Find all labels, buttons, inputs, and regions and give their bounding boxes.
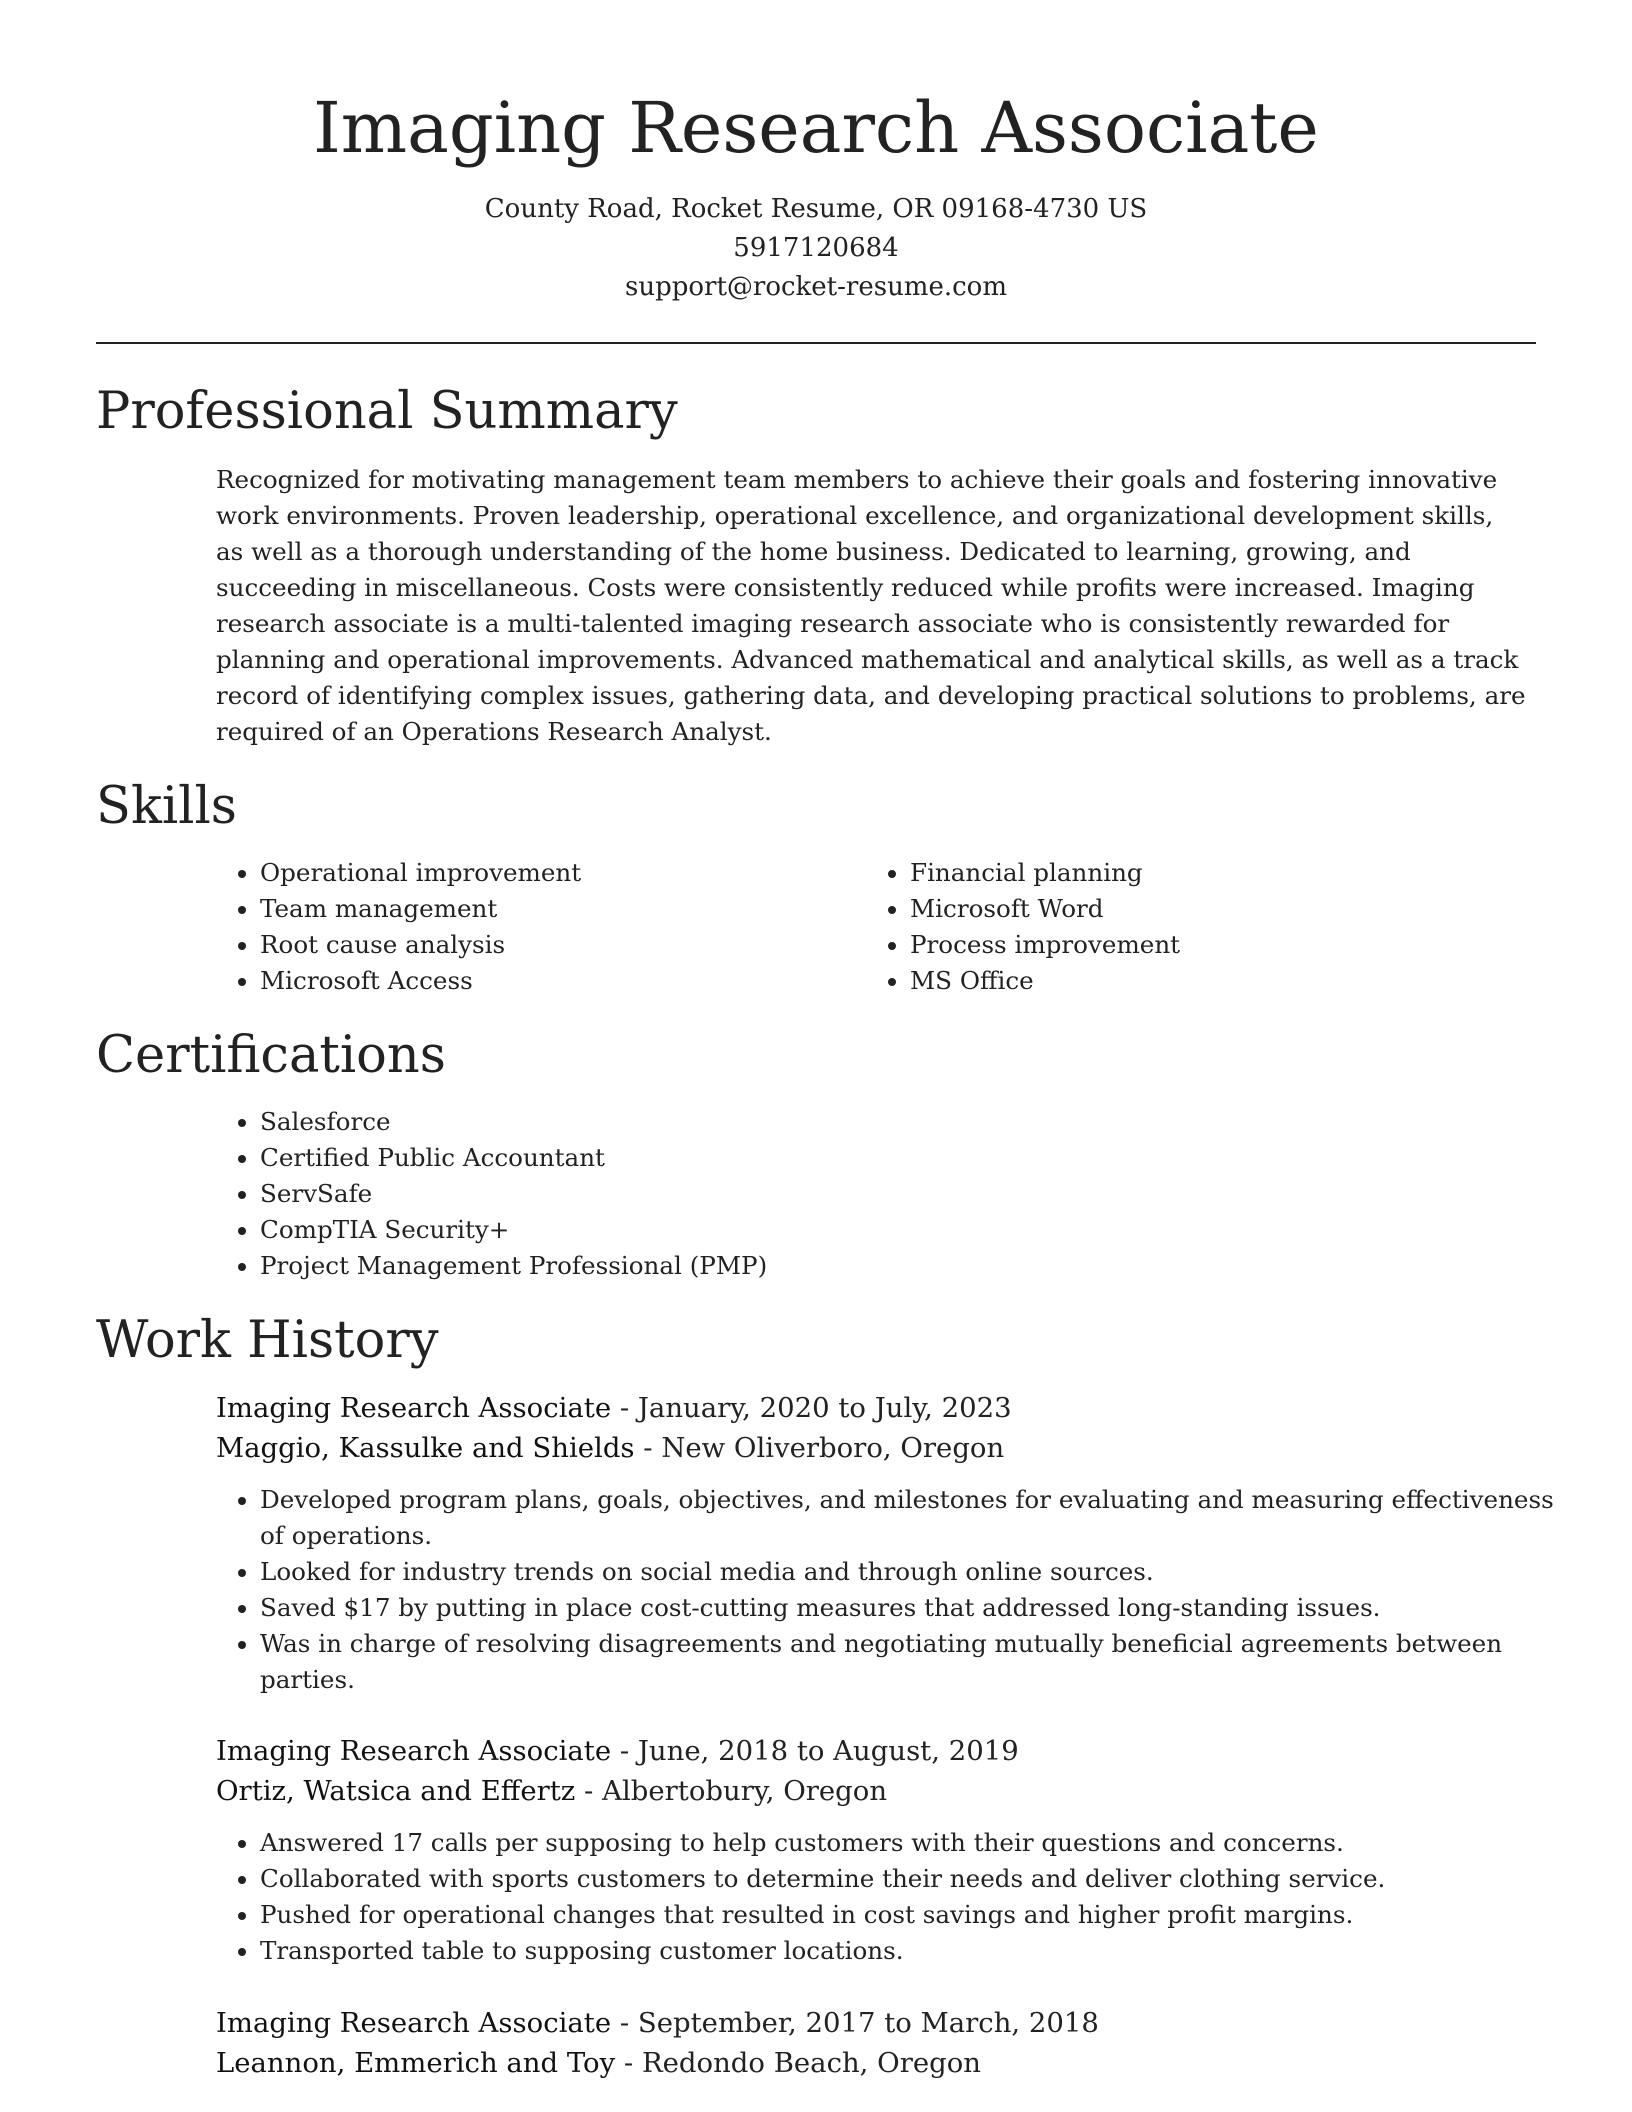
skill-item: • Team management [260,891,820,927]
job-separator: - [611,2007,638,2039]
certification-item: • ServSafe [260,1176,1560,1212]
job-location: Albertobury, Oregon [602,1775,888,1807]
skill-item: • Microsoft Word [910,891,1510,927]
job-dates: June, 2018 to August, 2019 [637,1735,1019,1767]
job-separator: - [611,1392,638,1424]
skills-list-left [216,855,820,999]
job-company-line [216,2043,981,2083]
job-bullet: • Looked for industry trends on social media and through online sources. [260,1554,1570,1590]
job-role: Imaging Research Associate [216,2007,612,2039]
job-company: Ortiz, Watsica and Effertz [216,1775,576,1807]
skill-item: • Financial planning [910,855,1510,891]
job-bullet: • Pushed for operational changes that resulted in cost savings and higher profit margins. [260,1897,1570,1933]
job-role: Imaging Research Associate [216,1735,612,1767]
certifications-list [216,1104,1560,1284]
contact-address: County Road, Rocket Resume, OR 09168-4730 US [484,194,1148,224]
resume-name: Imaging Research Associate [313,87,1319,169]
contact-info [0,190,1632,307]
job-title-line [216,2003,1099,2043]
job-separator: - [634,1432,662,1464]
job-bullet: • Was in charge of resolving disagreements and negotiating mutually beneficial agreements between parties. [260,1626,1570,1698]
job-bullets [216,1482,1570,1698]
job-location: Redondo Beach, Oregon [641,2047,982,2079]
certification-item: • Certified Public Accountant [260,1140,1560,1176]
job-separator: - [615,2047,642,2079]
job-bullet: • Answered 17 calls per supposing to help customers with their questions and concerns. [260,1825,1570,1861]
job-separator: - [611,1735,638,1767]
job-bullet: • Transported table to supposing customer locations. [260,1933,1570,1969]
job-company: Leannon, Emmerich and Toy [216,2047,616,2079]
certification-item: • Project Management Professional (PMP) [260,1248,1560,1284]
contact-email: support@rocket-resume.com [624,272,1007,302]
certification-item: • Salesforce [260,1104,1560,1140]
section-title-summary: Professional Summary [96,382,678,441]
skill-item: • Root cause analysis [260,927,820,963]
skill-item: • Operational improvement [260,855,820,891]
job-separator: - [575,1775,603,1807]
job-company: Maggio, Kassulke and Shields [216,1432,635,1464]
job-dates: January, 2020 to July, 2023 [637,1392,1012,1424]
section-title-skills: Skills [96,777,237,836]
job-role: Imaging Research Associate [216,1392,612,1424]
job-location: New Oliverboro, Oregon [661,1432,1005,1464]
certification-item: • CompTIA Security+ [260,1212,1560,1248]
section-title-work-history: Work History [96,1311,439,1370]
job-title-line [216,1388,1012,1428]
section-title-certifications: Certifications [96,1026,446,1085]
job-bullet: • Collaborated with sports customers to determine their needs and deliver clothing service. [260,1861,1570,1897]
job-bullets [216,1825,1570,1969]
skill-item: • Microsoft Access [260,963,820,999]
skill-item: • Process improvement [910,927,1510,963]
job-title-line [216,1731,1019,1771]
job-bullet: • Saved $17 by putting in place cost-cutting measures that addressed long-standing issues. [260,1590,1570,1626]
job-company-line [216,1771,887,1811]
contact-phone: 5917120684 [733,233,899,263]
job-bullet: • Developed program plans, goals, objectives, and milestones for evaluating and measuring effectiveness of operations. [260,1482,1570,1554]
job-dates: September, 2017 to March, 2018 [637,2007,1099,2039]
summary-text: Recognized for motivating management team members to achieve their goals and fostering innovative work environments. Proven leadership, operational excellence, and organizational development skills, as well as a thorough understanding of the home business. Dedicated to learning, growing, and succeeding in miscellaneous. Costs were consistently reduced while profits were increased. Imaging research associate is a multi-talented imaging research associate who is consistently rewarded for planning and operational improvements. Advanced mathematical and analytical skills, as well as a track record of identifying complex issues, gathering data, and developing practical solutions to problems, are required of an Operations Research Analyst. [216,465,1526,746]
skills-list-right [866,855,1510,999]
header-divider [96,342,1536,344]
job-company-line [216,1428,1004,1468]
skill-item: • MS Office [910,963,1510,999]
